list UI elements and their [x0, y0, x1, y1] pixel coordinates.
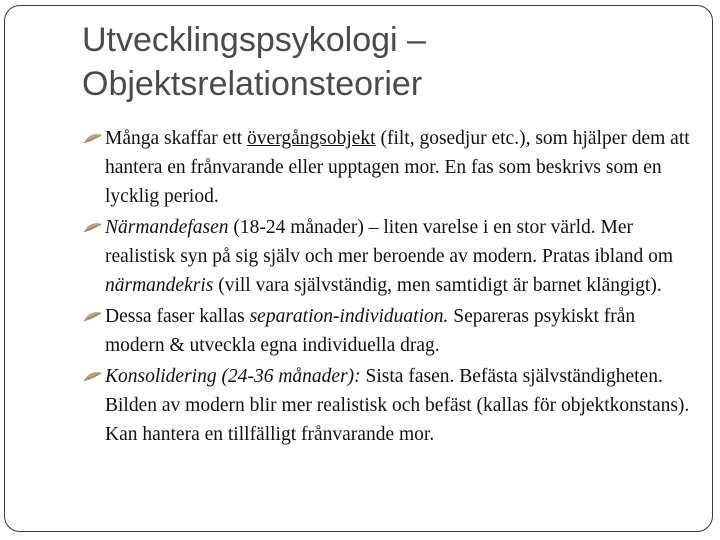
leaf-bullet-icon — [83, 371, 103, 383]
bullet-3-text-a: Dessa faser kallas — [105, 306, 250, 327]
bullet-item-1 — [83, 124, 698, 211]
bullet-item-3 — [83, 302, 698, 360]
bullet-4-term: Konsolidering (24-36 månader): — [105, 366, 361, 387]
bullet-2-term-2: närmandekris — [105, 275, 214, 296]
leaf-bullet-icon — [83, 222, 103, 234]
bullet-2-term: Närmandefasen — [105, 217, 229, 238]
slide-title — [82, 18, 702, 106]
leaf-bullet-icon — [83, 133, 103, 145]
leaf-bullet-icon — [83, 311, 103, 323]
bullet-item-2 — [83, 213, 698, 300]
title-line-1: Utvecklingspsykologi – — [82, 21, 426, 59]
bullet-1-text-a: Många skaffar ett — [105, 128, 248, 149]
bullet-3-term: separation-individuation. — [249, 306, 449, 327]
slide-frame — [4, 5, 713, 532]
bullet-3-text-c: Separeras psykiskt från modern & utveckla egna individuella drag. — [105, 306, 636, 356]
bullet-1-term: övergångsobjekt — [247, 128, 376, 149]
bullet-2-text-d: (vill vara självständig, men samtidigt är barnet klängigt). — [213, 275, 662, 296]
bullet-4-text-b: Sista fasen. Befästa självständigheten. Bilden av modern blir mer realistisk och befäst (kallas för objektkonstans). Kan hantera en tillfälligt frånvarande mor. — [105, 366, 690, 445]
bullet-2-text-b: (18-24 månader) – liten varelse i en stor värld. Mer realistisk syn på sig själv och mer beroende av modern. Pratas ibland om — [105, 217, 674, 267]
bullet-1-text-c: (filt, gosedjur etc.), som hjälper dem att hantera en frånvarande eller upptagen mor. En fas som beskrivs som en lycklig period. — [105, 128, 690, 207]
bullet-list — [83, 124, 698, 451]
bullet-item-4 — [83, 362, 698, 449]
title-line-2: Objektsrelationsteorier — [82, 65, 423, 103]
